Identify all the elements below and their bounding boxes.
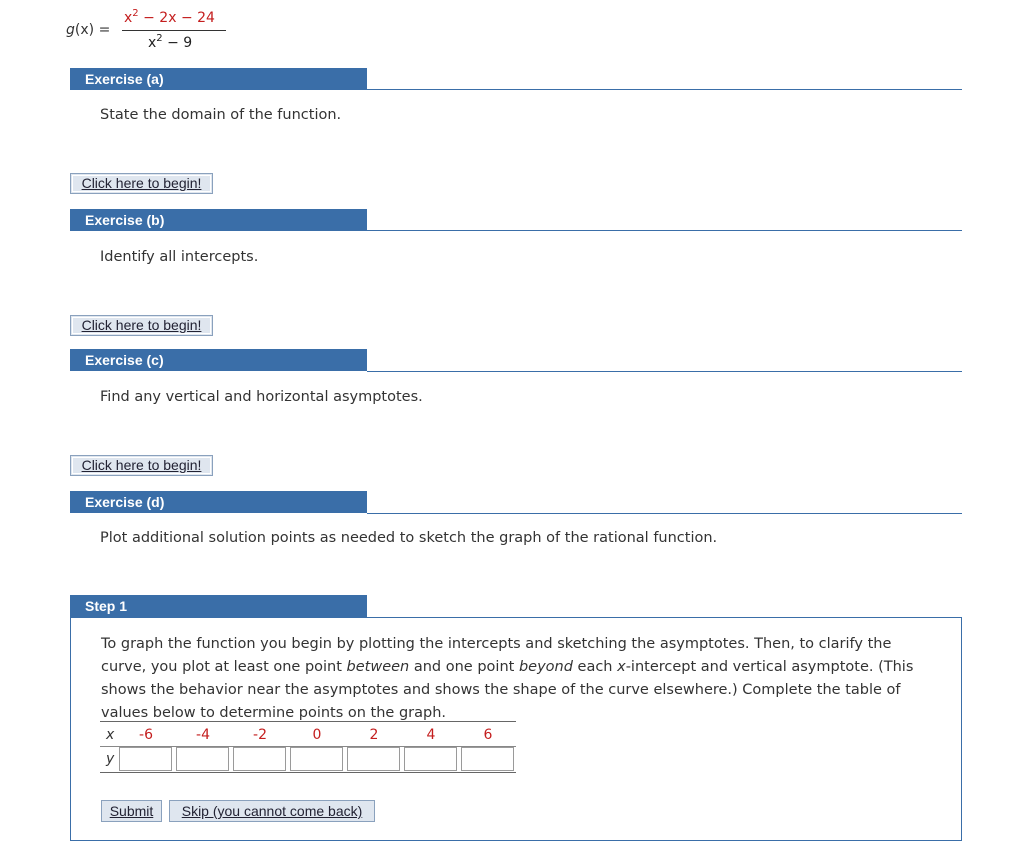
exercise-d-header: Exercise (d)	[70, 491, 367, 513]
y-value-input[interactable]	[404, 747, 457, 771]
table-x-value: 6	[483, 727, 493, 743]
y-value-input[interactable]	[290, 747, 343, 771]
exercise-a-rule	[367, 89, 962, 90]
table-x-value: -6	[139, 727, 153, 743]
y-value-input[interactable]	[233, 747, 286, 771]
function-numerator: $x^2 - 2x - 24$	[124, 8, 215, 26]
exercise-b-prompt: Identify all intercepts.	[100, 249, 259, 265]
exercise-a-header: Exercise (a)	[70, 68, 367, 90]
exercise-b-rule	[367, 230, 962, 231]
table-x-value: -4	[196, 727, 210, 743]
exercise-c-header: Exercise (c)	[70, 349, 367, 371]
exercise-b-header: Exercise (b)	[70, 209, 367, 231]
y-value-input[interactable]	[119, 747, 172, 771]
function-name: g(x) =	[66, 22, 111, 38]
exercise-c-rule	[367, 371, 962, 372]
exercise-d-rule	[367, 513, 962, 514]
table-y-header: y	[106, 751, 115, 767]
exercise-c-begin-button[interactable]: Click here to begin!	[70, 455, 213, 476]
step-1-instructions: To graph the function you begin by plotting the intercepts and sketching the asymptotes. Then, to clarify the curve, you plot at least one point between and one point beyond each x-intercept and vertical asymptote. (This shows the behavior near the asymptotes and shows the shape of the curve elsewhere.) Complete the table of values below to determine points on the graph.	[101, 636, 914, 721]
exercise-d-prompt: Plot additional solution points as needed to sketch the graph of the rational function.	[100, 530, 718, 546]
table-x-value: -2	[253, 727, 267, 743]
exercise-b-begin-button[interactable]: Click here to begin!	[70, 315, 213, 336]
table-x-header: x	[106, 727, 115, 743]
y-value-input[interactable]	[347, 747, 400, 771]
exercise-a-prompt: State the domain of the function.	[100, 107, 342, 123]
step-1-header: Step 1	[70, 595, 367, 617]
table-bottom-rule	[100, 772, 516, 773]
table-x-value: 4	[426, 727, 436, 743]
exercise-a-begin-button[interactable]: Click here to begin!	[70, 173, 213, 194]
y-value-input[interactable]	[176, 747, 229, 771]
exercise-c-prompt: Find any vertical and horizontal asymptotes.	[100, 389, 423, 405]
table-x-value: 2	[369, 727, 379, 743]
function-denominator: $x^2 - 9$	[148, 33, 193, 51]
y-value-input[interactable]	[461, 747, 514, 771]
table-x-value: 0	[312, 727, 322, 743]
table-top-rule	[100, 721, 516, 722]
fraction-bar	[122, 30, 226, 31]
submit-button[interactable]: Submit	[101, 800, 162, 822]
skip-button[interactable]: Skip (you cannot come back)	[169, 800, 375, 822]
